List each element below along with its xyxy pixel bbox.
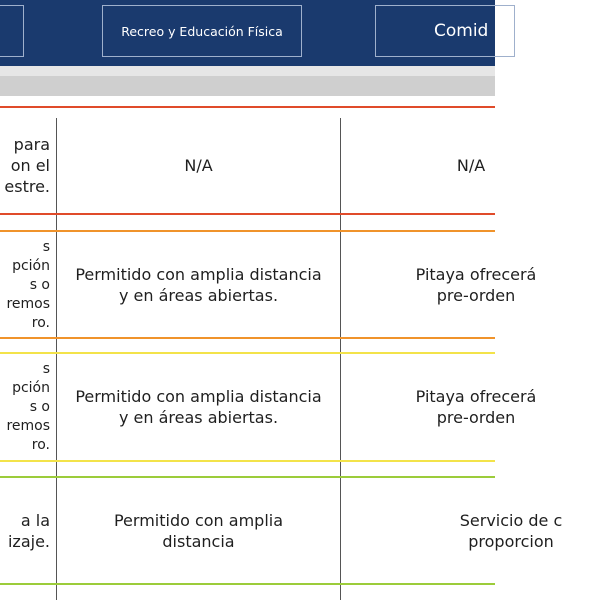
cell-text: s o — [29, 276, 50, 293]
table-cell — [341, 235, 611, 335]
table-cell — [341, 118, 611, 213]
row-border-yellow — [0, 460, 495, 462]
table-cell — [57, 483, 340, 578]
cell-text: pre-orden — [436, 286, 516, 305]
cell-text: remos — [6, 295, 50, 312]
cell-text: estre. — [4, 177, 50, 196]
table-cell — [341, 357, 611, 457]
header-cell-col1 — [0, 5, 24, 57]
table-cell — [57, 235, 340, 335]
cell-text: s — [42, 238, 50, 255]
cell-text: pre-orden — [436, 408, 516, 427]
cell-text: pción — [12, 257, 50, 274]
cell-text: N/A — [456, 156, 486, 175]
row-border-yellow — [0, 352, 495, 354]
cell-text: Pitaya ofrecerá — [415, 387, 537, 406]
cell-text: Permitido con amplia distancia — [75, 387, 322, 406]
header-cell-comida — [375, 5, 515, 57]
cell-text: para — [13, 135, 50, 154]
row-border-green — [0, 583, 495, 585]
cell-text: s o — [29, 398, 50, 415]
table-cell — [341, 483, 611, 578]
row-border-orange — [0, 230, 495, 232]
row-border-green — [0, 476, 495, 478]
cell-text: Pitaya ofrecerá — [415, 265, 537, 284]
table-cell — [57, 118, 340, 213]
cell-text: y en áreas abiertas. — [118, 408, 279, 427]
cell-text: ro. — [31, 436, 50, 453]
subheader-band — [0, 76, 495, 96]
cell-text: s — [42, 360, 50, 377]
row-border-red — [0, 213, 495, 215]
cell-text: on el — [10, 156, 50, 175]
cell-text: Permitido con amplia distancia — [75, 265, 322, 284]
cell-text: remos — [6, 417, 50, 434]
header-label-comida: Comid — [434, 21, 489, 41]
cell-text: Permitido con amplia — [113, 510, 284, 530]
table-cell — [57, 357, 340, 457]
cell-text: distancia — [162, 531, 235, 551]
table-cell — [0, 357, 50, 457]
cell-text: Servicio de c — [459, 510, 563, 530]
row-border-red — [0, 106, 495, 108]
table-cell — [0, 235, 50, 335]
table-cell — [0, 118, 50, 213]
cell-text: izaje. — [7, 531, 50, 551]
table-header — [0, 0, 495, 66]
cell-text: proporcion — [468, 531, 554, 551]
header-cell-recreo — [102, 5, 302, 57]
cell-text: N/A — [184, 156, 213, 175]
table-cell — [0, 483, 50, 578]
cell-text: ro. — [31, 314, 50, 331]
header-label-recreo: Recreo y Educación Física — [121, 23, 283, 39]
cell-text: a la — [20, 510, 50, 530]
cell-text: pción — [12, 379, 50, 396]
row-border-orange — [0, 337, 495, 339]
cell-text: y en áreas abiertas. — [118, 286, 279, 305]
header-separator — [0, 66, 495, 76]
